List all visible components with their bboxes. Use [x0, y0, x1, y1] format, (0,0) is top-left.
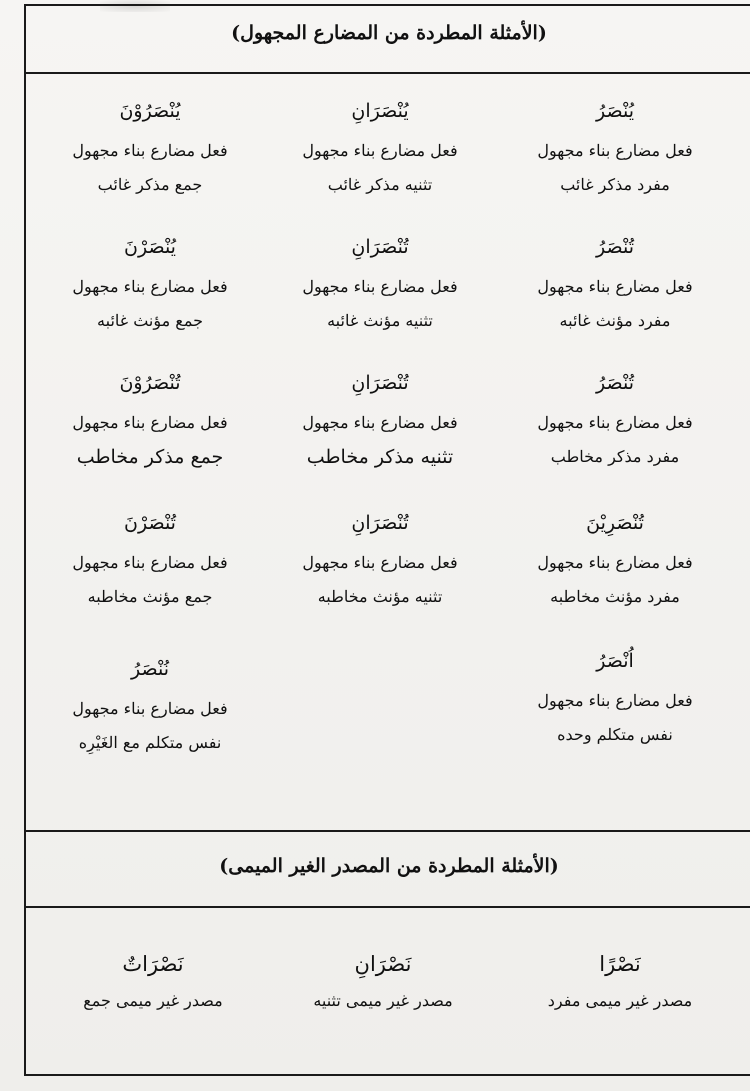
verb-description: فعل مضارع بناء مجهول [302, 141, 458, 160]
verb-person: جمع مذكر غائب [97, 175, 203, 194]
conjugation-cell [500, 224, 730, 338]
conjugation-cell [265, 224, 495, 338]
masdar-label: مصدر غير ميمى جمع [83, 991, 223, 1010]
conjugation-cell [265, 500, 495, 614]
masdar-form: نَصْرًا [599, 952, 641, 976]
verb-description: فعل مضارع بناء مجهول [72, 413, 228, 432]
verb-description: فعل مضارع بناء مجهول [302, 553, 458, 572]
verb-description: فعل مضارع بناء مجهول [72, 699, 228, 718]
verb-person: نفس متكلم مع الغَيْرِه [78, 733, 222, 752]
masdar-form: نَصْرَانِ [354, 952, 412, 976]
verb-form: يُنْصَرْنَ [124, 236, 176, 258]
masdar-cell [268, 942, 498, 1016]
conjugation-cell [35, 500, 265, 614]
conjugation-cell [35, 646, 265, 760]
section1-title: (الأمثلة المطردة من المضارع المجهول) [231, 22, 547, 44]
verb-description: فعل مضارع بناء مجهول [72, 277, 228, 296]
verb-person: جمع مذكر مخاطب [76, 446, 224, 468]
section2-title-divider [24, 906, 750, 908]
verb-form: تُنْصَرْنَ [124, 512, 176, 534]
verb-description: فعل مضارع بناء مجهول [302, 413, 458, 432]
section1-title-divider [24, 72, 750, 74]
verb-person: جمع مؤنث غائبه [97, 311, 203, 330]
verb-description: فعل مضارع بناء مجهول [537, 277, 693, 296]
verb-form: تُنْصَرُ [596, 372, 634, 394]
verb-person: تثنيه مذكر مخاطب [306, 446, 454, 468]
verb-person: مفرد مذكر مخاطب [550, 447, 680, 466]
verb-form: يُنْصَرَانِ [351, 100, 409, 122]
verb-description: فعل مضارع بناء مجهول [537, 553, 693, 572]
verb-form: تُنْصَرُ [596, 236, 634, 258]
conjugation-cell [500, 88, 730, 202]
section2-top-divider [24, 830, 750, 832]
conjugation-cell [500, 360, 730, 474]
conjugation-cell [265, 360, 495, 474]
masdar-cell [505, 942, 735, 1016]
verb-form: تُنْصَرَانِ [351, 372, 409, 394]
verb-person: مفرد مؤنث غائبه [559, 311, 671, 330]
masdar-label: مصدر غير ميمى تثنيه [313, 991, 453, 1010]
verb-person: تثنيه مذكر غائب [327, 175, 433, 194]
verb-description: فعل مضارع بناء مجهول [537, 413, 693, 432]
masdar-form: نَصْرَاتٌ [122, 952, 184, 976]
verb-description: فعل مضارع بناء مجهول [72, 553, 228, 572]
verb-person: تثنيه مؤنث غائبه [327, 311, 433, 330]
verb-person: مفرد مذكر غائب [560, 175, 670, 194]
verb-description: فعل مضارع بناء مجهول [537, 691, 693, 710]
verb-person: جمع مؤنث مخاطبه [87, 587, 213, 606]
verb-description: فعل مضارع بناء مجهول [302, 277, 458, 296]
verb-form: تُنْصَرُوْنَ [119, 372, 181, 394]
verb-form: نُنْصَرُ [131, 658, 169, 680]
verb-person: نفس متكلم وحده [557, 725, 673, 744]
verb-form: تُنْصَرَانِ [351, 512, 409, 534]
conjugation-cell [500, 638, 730, 752]
conjugation-cell [35, 224, 265, 338]
verb-form: يُنْصَرُوْنَ [119, 100, 181, 122]
conjugation-cell [35, 360, 265, 474]
masdar-label: مصدر غير ميمى مفرد [547, 991, 693, 1010]
verb-description: فعل مضارع بناء مجهول [72, 141, 228, 160]
conjugation-cell [265, 88, 495, 202]
conjugation-cell [35, 88, 265, 202]
verb-person: مفرد مؤنث مخاطبه [550, 587, 680, 606]
verb-form: اُنْصَرُ [596, 650, 634, 672]
verb-form: يُنْصَرُ [596, 100, 634, 122]
verb-form: تُنْصَرَانِ [351, 236, 409, 258]
masdar-cell [38, 942, 268, 1016]
verb-form: تُنْصَرِيْنَ [586, 512, 644, 534]
verb-description: فعل مضارع بناء مجهول [537, 141, 693, 160]
section2-title: (الأمثلة المطردة من المصدر الغير الميمى) [219, 855, 559, 877]
verb-person: تثنيه مؤنث مخاطبه [317, 587, 443, 606]
conjugation-cell [500, 500, 730, 614]
